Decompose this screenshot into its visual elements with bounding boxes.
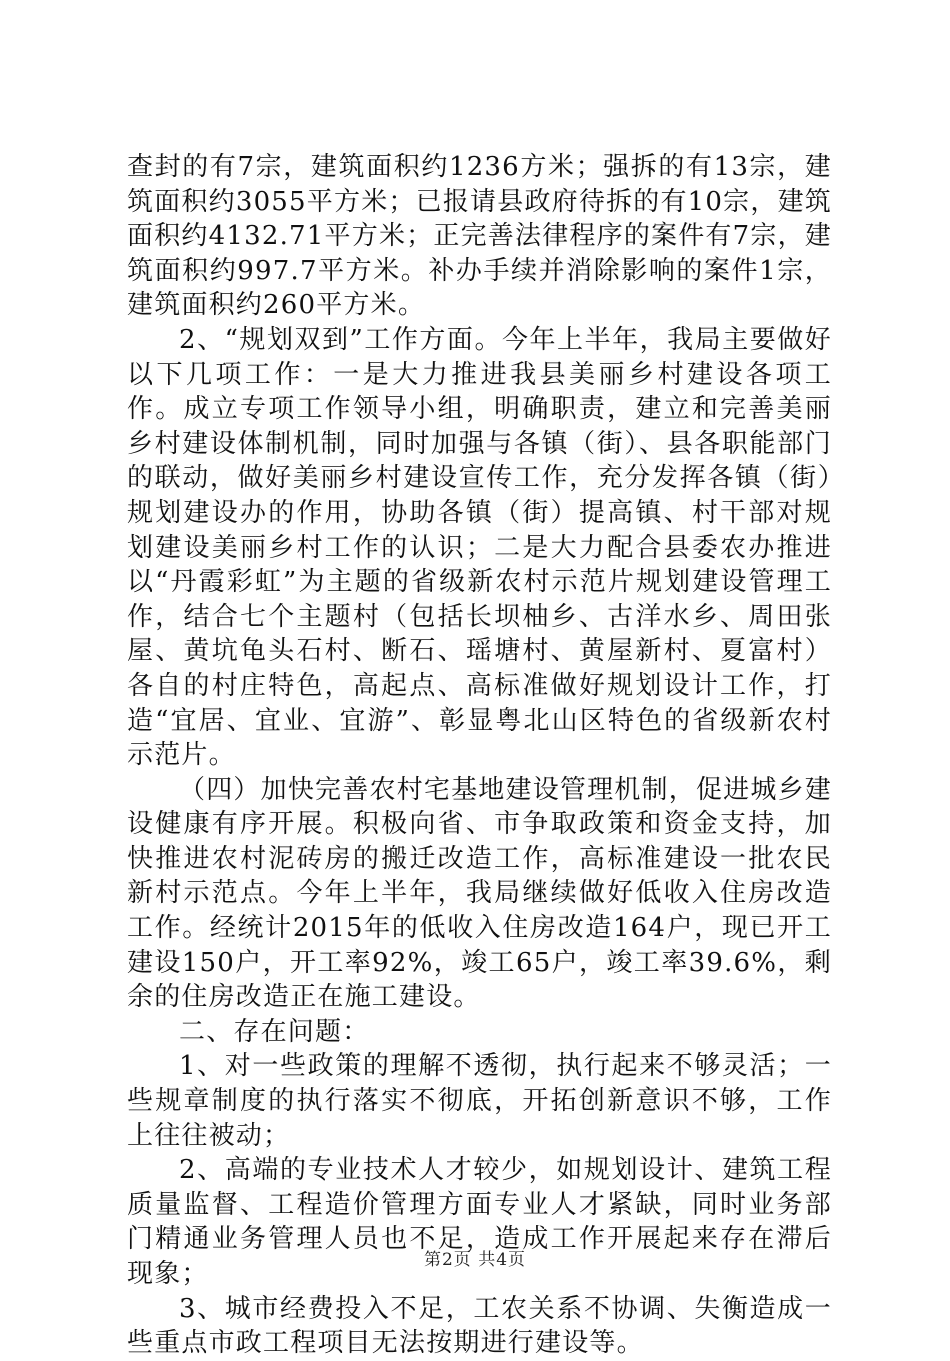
problem-item-2: 2、高端的专业技术人才较少，如规划设计、建筑工程质量监督、工程造价管理方面专业人才紧缺，同时业务部门精通业务管理人员也不足，造成工作开展起来存在滞后现象； bbox=[127, 1155, 832, 1289]
problem-item-3: 3、城市经费投入不足，工农关系不协调、失衡造成一些重点市政工程项目无法按期进行建设等。 bbox=[127, 1293, 832, 1359]
paragraph-rural-housing: （四）加快完善农村宅基地建设管理机制，促进城乡建设健康有序开展。积极向省、市争取政策和资金支持，加快推进农村泥砖房的搬迁改造工作，高标准建设一批农民新村示范点。今年上半年，我局继续做好低收入住房改造工作。经统计2015年的低收入住房改造164户，现已开工建设150户，开工率92%，竣工65户，竣工率39.6%，剩余的住房改造正在施工建设。 bbox=[127, 774, 832, 1013]
section-heading-problems: 二、存在问题： bbox=[179, 1016, 370, 1047]
document-body bbox=[127, 150, 832, 1361]
problem-item-1: 1、对一些政策的理解不透彻，执行起来不够灵活；一些规章制度的执行落实不彻底，开拓创新意识不够，工作上往往被动； bbox=[127, 1051, 832, 1151]
paragraph-planning-work: 2、“规划双到”工作方面。今年上半年，我局主要做好以下几项工作：一是大力推进我县美丽乡村建设各项工作。成立专项工作领导小组，明确职责，建立和完善美丽乡村建设体制机制，同时加强与各镇（街）、县各职能部门的联动，做好美丽乡村建设宣传工作，充分发挥各镇（街）规划建设办的作用，协助各镇（街）提高镇、村干部对规划建设美丽乡村工作的认识；二是大力配合县委农办推进以“丹霞彩虹”为主题的省级新农村示范片规划建设管理工作，结合七个主题村（包括长坝柚乡、古洋水乡、周田张屋、黄坑龟头石村、断石、瑶塘村、黄屋新村、夏富村）各自的村庄特色，高起点、高标准做好规划设计工作，打造“宜居、宜业、宜游”、彰显粤北山区特色的省级新农村示范片。 bbox=[127, 324, 832, 771]
paragraph-inspection-stats: 查封的有7宗，建筑面积约1236方米；强拆的有13宗，建筑面积约3055平方米；已报请县政府待拆的有10宗，建筑面积约4132.71平方米；正完善法律程序的案件有7宗，建筑面积约997.7平方米。补办手续并消除影响的案件1宗，建筑面积约260平方米。 bbox=[127, 152, 832, 321]
page-number-footer: 第2页 共4页 bbox=[423, 1250, 527, 1270]
